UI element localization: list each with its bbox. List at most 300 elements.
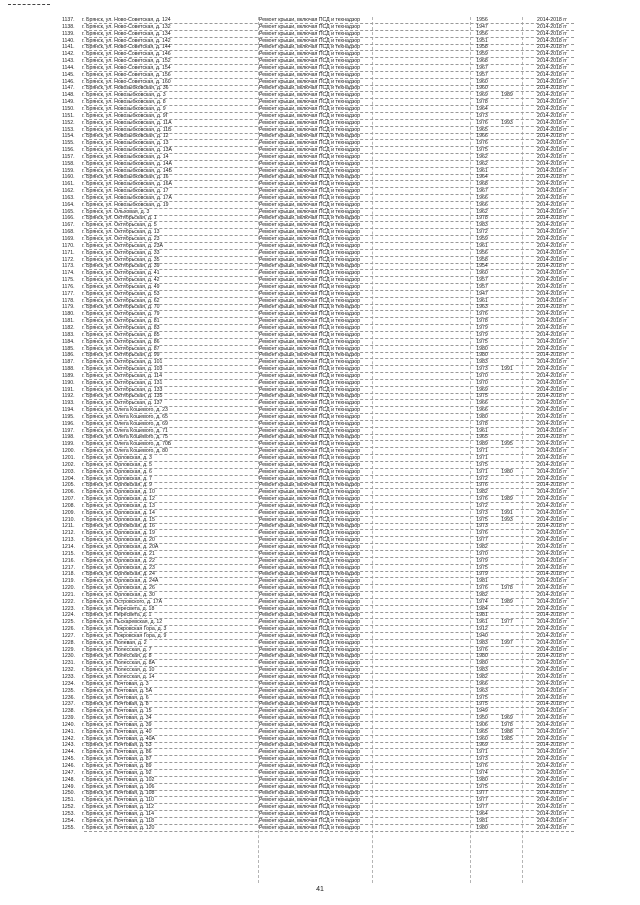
table-row [62,366,608,373]
work-type-cell: Ремонт крыши, включая ПСД и технадзор [259,256,361,263]
table-row [62,742,608,749]
table-row [62,257,608,264]
construction-year-cell: 1970 [476,550,488,557]
repair-period-cell: 2014-2018 гг [536,277,568,284]
table-row [62,168,608,175]
address-cell: г. Брянск, ул. Орловская, д. 20 [82,537,155,544]
row-number: 1243. [62,742,75,749]
table-row [62,476,608,483]
table-row [62,736,608,743]
construction-year-cell: 1981 [476,817,488,824]
row-number: 1157. [62,153,75,160]
address-cell: г. Брянск, ул. Почтовая, д. 8 [82,701,149,708]
work-type-cell: Ремонт крыши, включая ПСД и технадзор [259,105,361,112]
table-row [62,715,608,722]
row-number: 1241. [62,728,75,735]
repair-period-cell: 2014-2018 гг [536,509,568,516]
repair-period-cell: 2014-2018 гг [536,386,568,393]
row-number: 1174. [62,270,75,277]
construction-year-cell: 1979 [476,571,488,578]
table-row [62,729,608,736]
address-cell: г. Брянск, ул. Почтовая, д. 34 [82,715,152,722]
construction-year-cell: 1977 [476,797,488,804]
construction-year-cell: 1973 [476,366,488,373]
construction-year-cell: 1940 [476,632,488,639]
construction-year-cell: 1983 [476,359,488,366]
table-row [62,770,608,777]
address-cell: г. Брянск, ул. Пересвета, д. 18 [82,605,155,612]
address-cell: г. Брянск, ул. Ново-Советская, д. 144 [82,44,171,51]
repair-period-cell: 2014-2018 гг [536,366,568,373]
repair-period-cell: 2014-2018 гг [536,194,568,201]
construction-year-cell: 1975 [476,147,488,154]
work-type-cell: Ремонт крыши, включая ПСД и технадзор [259,400,361,407]
construction-year-cell: 1954 [476,263,488,270]
work-type-cell: Ремонт крыши, включая ПСД и технадзор [259,776,361,783]
table-row [62,708,608,715]
work-type-cell: Ремонт крыши, включая ПСД и технадзор [259,530,361,537]
table-row [62,701,608,708]
work-type-cell: Ремонт крыши, включая ПСД и технадзор [259,167,361,174]
construction-year-cell: 1961 [476,242,488,249]
work-type-cell: Ремонт крыши, включая ПСД и технадзор [259,249,361,256]
construction-year-cell: 1966 [476,201,488,208]
repair-period-cell: 2014-2018 гг [536,605,568,612]
address-cell: г. Брянск, ул. Октябрьская, д. 62 [82,297,160,304]
construction-year-cell: 1982 [476,591,488,598]
repair-period-cell: 2014-2018 гг [536,530,568,537]
repair-period-cell: 2014-2018 гг [536,311,568,318]
repair-period-cell: 2014-2018 гг [536,44,568,51]
table-row [62,455,608,462]
repair-period-cell: 2014-2018 гг [536,236,568,242]
table-row [62,640,608,647]
repair-period-cell: 2014-2018 гг [536,810,568,817]
table-row [62,359,608,366]
work-type-cell: Ремонт крыши, включая ПСД и технадзор [259,797,361,804]
work-type-cell: Ремонт крыши, включая ПСД и технадзор [259,242,361,249]
work-type-cell: Ремонт крыши, включая ПСД и технадзор [259,359,361,366]
construction-year-cell: 1976 [476,119,488,126]
address-cell: г. Брянск, ул. Новозыбковская, д. 14 [82,153,169,160]
work-type-cell: Ремонт крыши, включая ПСД и технадзор [259,30,361,37]
repair-period-cell: 2014-2018 гг [536,769,568,776]
address-cell: г. Брянск, ул. Почтовая, д. 39 [82,721,152,728]
work-type-cell: Ремонт крыши, включая ПСД и технадзор [259,537,361,544]
second-year-cell: 1993 [501,119,513,126]
table-row [62,421,608,428]
repair-period-cell: 2014-2018 гг [536,147,568,154]
work-type-cell: Ремонт крыши, включая ПСД и технадзор [259,461,361,468]
row-number: 1153. [62,126,75,133]
repair-period-cell: 2014-2018 гг [536,612,568,619]
work-type-cell: Ремонт крыши, включая ПСД и технадзор [259,147,361,154]
table-row [62,441,608,448]
construction-year-cell: 1958 [476,256,488,263]
construction-year-cell: 1958 [476,44,488,51]
row-number: 1140. [62,37,75,44]
work-type-cell: Ремонт крыши, включая ПСД и технадзор [259,550,361,557]
work-type-cell: Ремонт крыши, включая ПСД и технадзор [259,619,361,626]
construction-year-cell: 1961 [476,619,488,626]
address-cell: г. Брянск, ул. Орловская, д. 15 [82,516,155,523]
repair-period-cell: 2014-2018 гг [536,701,568,708]
table-row [62,653,608,660]
table-row [62,346,608,353]
address-cell: г. Брянск, ул. Октябрьская, д. 23А [82,242,163,249]
row-number: 1161. [62,181,75,188]
address-cell: г. Брянск, ул. Полевая, д. 2 [82,639,147,646]
construction-year-cell: 1969 [476,92,488,99]
repair-period-cell: 2014-2018 гг [536,578,568,585]
construction-year-cell: 1981 [476,578,488,585]
repair-period-cell: 2014-2018 гг [536,331,568,338]
work-type-cell: Ремонт крыши, включая ПСД и технадзор [259,769,361,776]
construction-year-cell: 1981 [476,612,488,619]
construction-year-cell: 1966 [476,400,488,407]
construction-year-cell: 1980 [476,345,488,352]
repair-period-cell: 2014-2018 гг [536,153,568,160]
table-row [62,537,608,544]
construction-year-cell: 1971 [476,468,488,475]
table-row [62,585,608,592]
construction-year-cell: 1972 [476,502,488,509]
work-type-cell: Ремонт крыши, включая ПСД и технадзор [259,174,361,181]
table-row [62,571,608,578]
address-cell: г. Брянск, ул. Октябрьская, д. 99 [82,352,160,359]
construction-year-cell: 1962 [476,160,488,167]
construction-year-cell: 1962 [476,153,488,160]
repair-period-cell: 2014-2018 гг [536,420,568,427]
row-number: 1244. [62,749,75,756]
row-number: 1183. [62,331,75,338]
construction-year-cell: 1968 [476,181,488,188]
table-row [62,667,608,674]
work-type-cell: Ремонт крыши, включая ПСД и технадзор [259,277,361,284]
work-type-cell: Ремонт крыши, включая ПСД и технадзор [259,64,361,71]
construction-year-cell: 1977 [476,790,488,797]
work-type-cell: Ремонт крыши, включая ПСД и технадзор [259,119,361,126]
repair-period-cell: 2014-2018 гг [536,776,568,783]
row-number: 1249. [62,783,75,790]
repair-period-cell: 2014-2018 гг [536,653,568,660]
row-number: 1167. [62,222,75,229]
address-cell: г. Брянск, ул. Ново-Советская, д. 154 [82,64,171,71]
table-row [62,380,608,387]
repair-period-cell: 2014-2018 гг [536,85,568,92]
work-type-cell: Ремонт крыши, включая ПСД и технадзор [259,646,361,653]
address-cell: г. Брянск, ул. Новозыбковская, д. 19 [82,201,169,208]
construction-year-cell: 1962 [476,208,488,215]
work-type-cell: Ремонт крыши, включая ПСД и технадзор [259,311,361,318]
table-row [62,44,608,51]
address-cell: г. Брянск, ул. Октябрьская, д. 135 [82,393,163,400]
address-cell: г. Брянск, ул. Полесская, д. 8А [82,660,155,667]
construction-year-cell: 1972 [476,229,488,236]
repair-period-cell: 2014-2018 гг [536,222,568,229]
address-cell: г. Брянск, ул. Орловская, д. 21 [82,550,155,557]
table-row [62,31,608,38]
construction-year-cell: 1971 [476,455,488,461]
work-type-cell: Ремонт крыши, включая ПСД и технадзор [259,393,361,400]
address-cell: г. Брянск, ул. Октябрьская, д. 81 [82,318,160,325]
construction-year-cell: 1989 [476,441,488,448]
construction-year-cell: 1977 [476,537,488,544]
work-type-cell: Ремонт крыши, включая ПСД и технадзор [259,222,361,229]
row-number: 1191. [62,386,75,393]
row-number: 1213. [62,537,75,544]
table-row [62,79,608,86]
table-row [62,606,608,613]
table-row [62,400,608,407]
table-row [62,688,608,695]
address-cell: г. Брянск, ул. Октябрьская, д. 133 [82,386,163,393]
work-type-cell: Ремонт крыши, включая ПСД и технадзор [259,434,361,441]
row-number: 1239. [62,715,75,722]
row-number: 1181. [62,318,75,325]
table-row [62,578,608,585]
address-cell: г. Брянск, ул. Ново-Советская, д. 142 [82,37,171,44]
repair-period-cell: 2014-2018 гг [536,557,568,564]
repair-period-cell: 2014-2018 гг [536,749,568,756]
repair-period-cell: 2014-2018 гг [536,249,568,256]
repair-period-cell: 2014-2018 гг [536,105,568,112]
address-cell: г. Брянск, ул. Октябрьская, д. 42 [82,277,160,284]
address-cell: г. Брянск, ул. Орловская, д. 24А [82,578,159,585]
repair-period-cell: 2014-2018 гг [536,728,568,735]
row-number: 1137. [62,17,75,23]
address-cell: г. Брянск, ул. Олега Кошевого, д. 69 [82,420,168,427]
table-row [62,530,608,537]
address-cell: г. Брянск, ул. Октябрьская, д. 23 [82,236,160,242]
construction-year-cell: 1979 [476,324,488,331]
address-cell: г. Брянск, ул. Октябрьская, д. 137 [82,400,163,407]
table-row [62,482,608,489]
table-row [62,777,608,784]
repair-period-cell: 2014-2018 гг [536,455,568,461]
row-number: 1202. [62,461,75,468]
construction-year-cell: 1959 [476,51,488,58]
row-number: 1180. [62,311,75,318]
second-year-cell: 1989 [501,598,513,605]
repair-period-cell: 2014-2018 гг [536,598,568,605]
construction-year-cell: 1984 [476,605,488,612]
address-cell: г. Брянск, ул. Орловская, д. 24 [82,571,155,578]
work-type-cell: Ремонт крыши, включая ПСД и технадзор [259,270,361,277]
work-type-cell: Ремонт крыши, включая ПСД и технадзор [259,208,361,215]
table-row [62,222,608,229]
table-row [62,804,608,811]
row-number: 1220. [62,585,75,592]
address-cell: г. Брянск, ул. Октябрьская, д. 1 [82,215,157,222]
address-cell: г. Брянск, ул. Октябрьская, д. 39 [82,263,160,270]
address-cell: г. Брянск, ул. Новозыбковская, д. 9Г [82,112,169,119]
address-cell: г. Брянск, ул. Почтовая, д. 106 [82,783,155,790]
work-type-cell: Ремонт крыши, включая ПСД и технадзор [259,612,361,619]
construction-year-cell: 1966 [476,407,488,414]
address-cell: г. Брянск, ул. Полесская, д. 14 [82,674,155,680]
construction-year-cell: 1975 [476,516,488,523]
repair-period-cell: 2014-2018 гг [536,407,568,414]
address-cell: г. Брянск, ул. Орловская, д. 3 [82,455,152,461]
repair-period-cell: 2014-2018 гг [536,496,568,503]
work-type-cell: Ремонт крыши, включая ПСД и технадзор [259,372,361,379]
table-row [62,325,608,332]
row-number: 1232. [62,667,75,674]
work-type-cell: Ремонт крыши, включая ПСД и технадзор [259,345,361,352]
table-row [62,373,608,380]
work-type-cell: Ремонт крыши, включая ПСД и технадзор [259,318,361,325]
work-type-cell: Ремонт крыши, включая ПСД и технадзор [259,338,361,345]
repair-period-cell: 2014-2018 гг [536,379,568,386]
repair-period-cell: 2014-2018 гг [536,112,568,119]
repair-period-cell: 2014-2018 гг [536,715,568,722]
work-type-cell: Ремонт крыши, включая ПСД и технадзор [259,352,361,359]
scan-corner-mark [8,4,50,5]
table-row [62,414,608,421]
construction-year-cell: 1964 [476,174,488,181]
address-cell: г. Брянск, ул. Новозыбковская, д. 9 [82,105,166,112]
work-type-cell: Ремонт крыши, включая ПСД и технадзор [259,749,361,756]
row-number: 1206. [62,489,75,496]
table-row [62,304,608,311]
table-row [62,681,608,688]
construction-year-cell: 1965 [476,126,488,133]
row-number: 1196. [62,420,75,427]
work-type-cell: Ремонт крыши, включая ПСД и технадзор [259,543,361,550]
table-row [62,633,608,640]
table-row [62,558,608,565]
row-number: 1218. [62,571,75,578]
work-type-cell: Ремонт крыши, включая ПСД и технадзор [259,790,361,797]
repair-period-cell: 2014-2018 гг [536,427,568,434]
address-cell: г. Брянск, ул. Почтовая, д. 112 [82,804,155,811]
construction-year-cell: 1964 [476,810,488,817]
second-year-cell: 1969 [501,715,513,722]
work-type-cell: Ремонт крыши, включая ПСД и технадзор [259,455,361,461]
row-number: 1172. [62,256,75,263]
address-cell: г. Брянск, ул. Почтовая, д. 40А [82,735,155,742]
repair-period-cell: 2014-2018 гг [536,393,568,400]
work-type-cell: Ремонт крыши, включая ПСД и технадзор [259,51,361,58]
table-row [62,318,608,325]
table-row [62,99,608,106]
work-type-cell: Ремонт крыши, включая ПСД и технадзор [259,680,361,687]
row-number: 1188. [62,366,75,373]
work-type-cell: Ремонт крыши, включая ПСД и технадзор [259,591,361,598]
row-number: 1197. [62,427,75,434]
table-row [62,612,608,619]
second-year-cell: 1995 [501,441,513,448]
repair-period-cell: 2014-2018 гг [536,687,568,694]
second-year-cell: 1980 [501,468,513,475]
construction-year-cell: 1975 [476,701,488,708]
repair-period-cell: 2014-2018 гг [536,201,568,208]
table-row [62,489,608,496]
row-number: 1139. [62,30,75,37]
table-row [62,58,608,65]
work-type-cell: Ремонт крыши, включая ПСД и технадзор [259,482,361,489]
work-type-cell: Ремонт крыши, включая ПСД и технадзор [259,516,361,523]
address-cell: г. Брянск, ул. Почтовая, д. 102 [82,776,155,783]
table-row [62,284,608,291]
row-number: 1170. [62,242,75,249]
table-row [62,544,608,551]
work-type-cell: Ремонт крыши, включая ПСД и технадзор [259,489,361,496]
table-row [62,660,608,667]
repair-period-cell: 2014-2018 гг [536,30,568,37]
construction-year-cell: 1970 [476,379,488,386]
table-row [62,277,608,284]
table-row [62,38,608,45]
table-row [62,140,608,147]
row-number: 1237. [62,701,75,708]
row-number: 1143. [62,58,75,65]
work-type-cell: Ремонт крыши, включая ПСД и технадзор [259,85,361,92]
work-type-cell: Ремонт крыши, включая ПСД и технадзор [259,133,361,140]
address-cell: г. Брянск, ул. Ново-Советская, д. 152 [82,58,171,65]
construction-year-cell: 1974 [476,769,488,776]
row-number: 1254. [62,817,75,824]
construction-year-cell: 1960 [476,735,488,742]
row-number: 1231. [62,660,75,667]
construction-year-cell: 1977 [476,804,488,811]
construction-year-cell: 1966 [476,194,488,201]
work-type-cell: Ремонт крыши, включая ПСД и технадзор [259,23,361,30]
work-type-cell: Ремонт крыши, включая ПСД и технадзор [259,44,361,51]
construction-year-cell: 1980 [476,352,488,359]
address-cell: г. Брянск, ул. Почтовая, д. 15 [82,708,152,715]
construction-year-cell: 1961 [476,297,488,304]
work-type-cell: Ремонт крыши, включая ПСД и технадзор [259,523,361,530]
construction-year-cell: 1976 [476,496,488,503]
work-type-cell: Ремонт крыши, включая ПСД и технадзор [259,578,361,585]
work-type-cell: Ремонт крыши, включая ПСД и технадзор [259,660,361,667]
page-number: 41 [316,886,324,893]
repair-period-cell: 2014-2018 гг [536,359,568,366]
address-cell: г. Брянск, ул. Почтовая, д. 92 [82,769,152,776]
table-row [62,209,608,216]
construction-year-cell: 1980 [476,776,488,783]
address-cell: г. Брянск, ул. Октябрьская, д. 13 [82,229,160,236]
address-cell: г. Брянск, ул. Почтовая, д. 6 [82,694,149,701]
table-row [62,195,608,202]
row-number: 1217. [62,564,75,571]
construction-year-cell: 1956 [476,249,488,256]
work-type-cell: Ремонт крыши, включая ПСД и технадзор [259,783,361,790]
row-number: 1233. [62,674,75,680]
work-type-cell: Ремонт крыши, включая ПСД и технадзор [259,153,361,160]
second-year-cell: 1989 [501,92,513,99]
table-row [62,407,608,414]
construction-year-cell: 1960 [476,270,488,277]
table-row [62,174,608,181]
repair-period-cell: 2014-2018 гг [536,482,568,489]
row-number: 1162. [62,188,75,195]
work-type-cell: Ремонт крыши, включая ПСД и технадзор [259,304,361,311]
repair-period-cell: 2014-2018 гг [536,17,568,23]
work-type-cell: Ремонт крыши, включая ПСД и технадзор [259,229,361,236]
address-cell: г. Брянск, ул. Орловская, д. 23 [82,564,155,571]
address-cell: г. Брянск, ул. Новозыбковская, д. 17А [82,194,173,201]
address-cell: г. Брянск, ул. Орловская, д. 14 [82,509,155,516]
work-type-cell: Ремонт крыши, включая ПСД и технадзор [259,626,361,633]
row-number: 1209. [62,509,75,516]
table-row [62,797,608,804]
work-type-cell: Ремонт крыши, включая ПСД и технадзор [259,509,361,516]
construction-year-cell: 1976 [476,482,488,489]
row-number: 1229. [62,646,75,653]
